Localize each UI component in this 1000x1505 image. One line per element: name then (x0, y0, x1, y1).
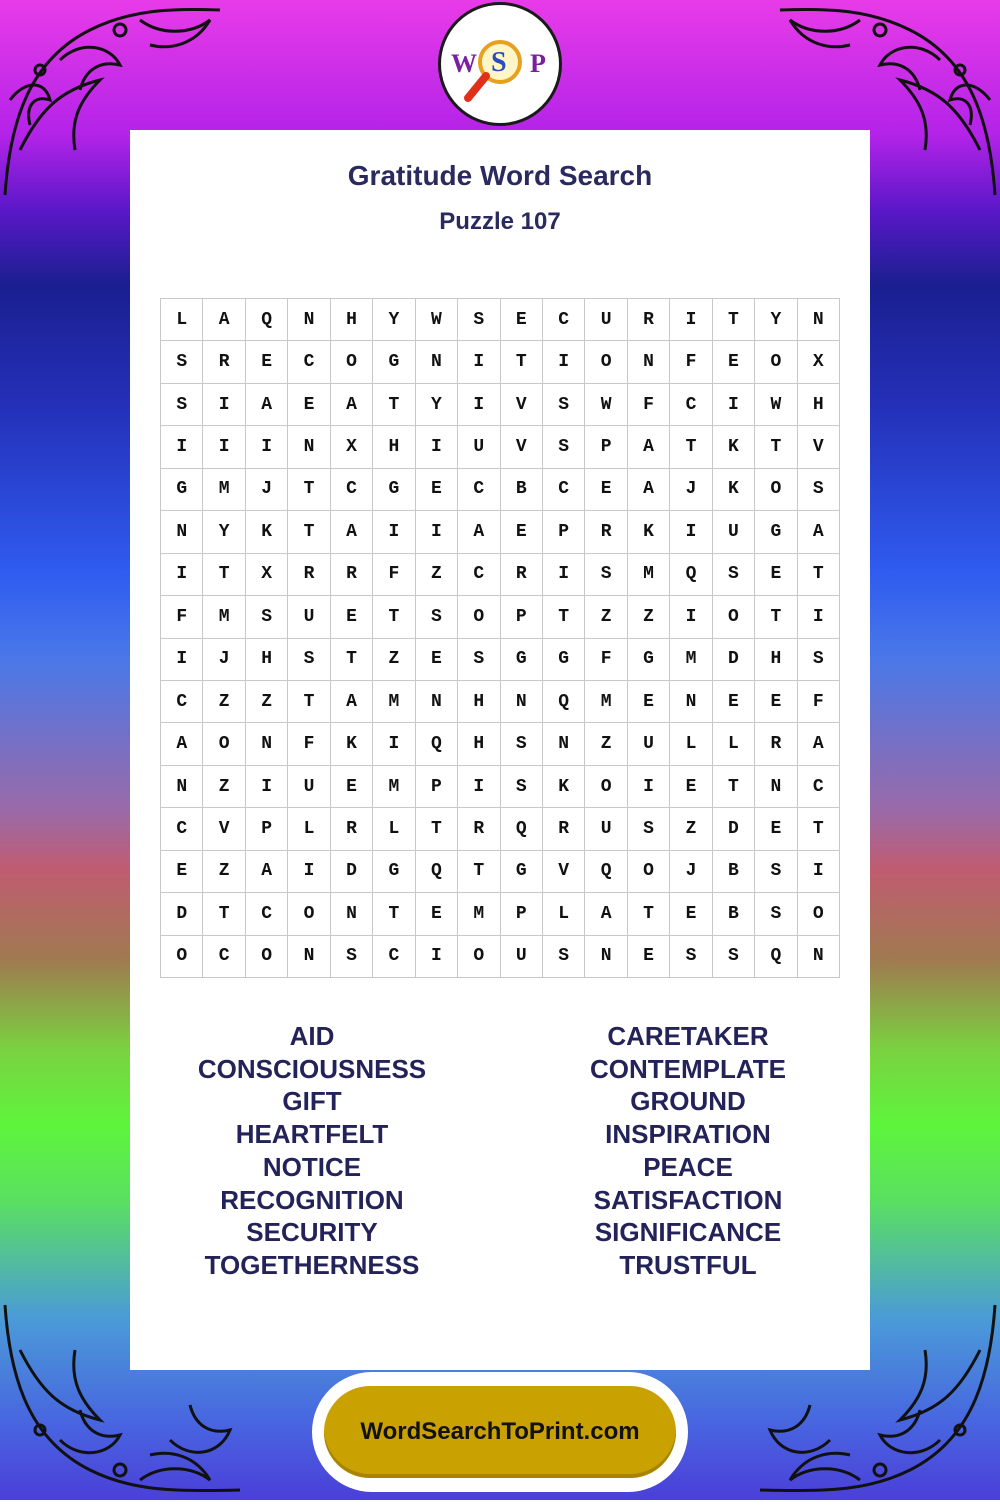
grid-cell[interactable]: M (585, 681, 627, 723)
grid-cell[interactable]: S (458, 639, 500, 681)
grid-cell[interactable]: C (458, 469, 500, 511)
grid-cell[interactable]: A (585, 893, 627, 935)
wsp-logo (438, 2, 562, 126)
grid-cell[interactable]: B (713, 893, 755, 935)
word-item: INSPIRATION (605, 1119, 771, 1150)
grid-cell[interactable]: Z (373, 639, 415, 681)
grid-cell[interactable]: O (798, 893, 840, 935)
grid-cell[interactable]: N (416, 341, 458, 383)
grid-cell[interactable]: T (458, 851, 500, 893)
grid-cell[interactable]: T (416, 808, 458, 850)
grid-cell[interactable]: U (713, 511, 755, 553)
grid-cell[interactable]: G (373, 851, 415, 893)
word-item: PEACE (643, 1151, 733, 1182)
grid-cell[interactable]: E (628, 681, 670, 723)
grid-cell[interactable]: N (798, 936, 840, 978)
grid-cell[interactable]: D (331, 851, 373, 893)
grid-cell[interactable]: J (670, 469, 712, 511)
logo-letter-w: W (451, 49, 477, 78)
grid-cell[interactable]: D (713, 639, 755, 681)
grid-cell[interactable]: S (458, 299, 500, 341)
word-item: GROUND (630, 1086, 746, 1117)
grid-cell[interactable]: Z (585, 596, 627, 638)
grid-cell[interactable]: L (288, 808, 330, 850)
grid-cell[interactable]: A (798, 723, 840, 765)
grid-cell[interactable]: N (288, 936, 330, 978)
grid-cell[interactable]: L (713, 723, 755, 765)
grid-cell[interactable]: O (203, 723, 245, 765)
grid-cell[interactable]: A (628, 426, 670, 468)
grid-cell[interactable]: S (416, 596, 458, 638)
grid-cell[interactable]: I (458, 341, 500, 383)
grid-cell[interactable]: S (161, 341, 203, 383)
grid-cell[interactable]: F (288, 723, 330, 765)
grid-cell[interactable]: Q (501, 808, 543, 850)
grid-cell[interactable]: N (628, 341, 670, 383)
grid-cell[interactable]: K (713, 469, 755, 511)
grid-cell[interactable]: P (246, 808, 288, 850)
grid-cell[interactable]: I (543, 554, 585, 596)
grid-cell[interactable]: O (458, 936, 500, 978)
grid-cell[interactable]: S (161, 384, 203, 426)
grid-cell[interactable]: F (161, 596, 203, 638)
grid-cell[interactable]: S (501, 723, 543, 765)
grid-cell[interactable]: Q (416, 723, 458, 765)
grid-cell[interactable]: E (288, 384, 330, 426)
grid-cell[interactable]: T (203, 893, 245, 935)
grid-cell[interactable]: Z (203, 681, 245, 723)
grid-cell[interactable]: U (288, 766, 330, 808)
grid-cell[interactable]: I (416, 426, 458, 468)
logo-letter-s: S (491, 47, 507, 78)
grid-cell[interactable]: K (543, 766, 585, 808)
grid-cell[interactable]: V (543, 851, 585, 893)
puzzle-number: Puzzle 107 (439, 208, 561, 235)
grid-cell[interactable]: H (458, 723, 500, 765)
grid-cell[interactable]: I (246, 766, 288, 808)
grid-cell[interactable]: A (246, 384, 288, 426)
grid-cell[interactable]: M (628, 554, 670, 596)
grid-cell[interactable]: T (628, 893, 670, 935)
grid-cell[interactable]: V (798, 426, 840, 468)
grid-cell[interactable]: S (543, 384, 585, 426)
grid-cell[interactable]: A (331, 384, 373, 426)
grid-cell[interactable]: Z (670, 808, 712, 850)
grid-cell[interactable]: M (373, 766, 415, 808)
grid-cell[interactable]: M (203, 469, 245, 511)
grid-cell[interactable]: G (501, 851, 543, 893)
grid-cell[interactable]: P (501, 893, 543, 935)
grid-cell[interactable]: I (203, 384, 245, 426)
grid-cell[interactable]: T (501, 341, 543, 383)
word-list-right (518, 1020, 858, 1282)
grid-cell[interactable]: A (798, 511, 840, 553)
grid-cell[interactable]: O (713, 596, 755, 638)
word-item: AID (289, 1021, 335, 1051)
grid-cell[interactable]: P (585, 426, 627, 468)
grid-cell[interactable]: T (755, 596, 797, 638)
grid-cell[interactable]: N (416, 681, 458, 723)
grid-cell[interactable]: T (543, 596, 585, 638)
grid-cell[interactable]: S (628, 808, 670, 850)
grid-cell[interactable]: T (288, 469, 330, 511)
grid-cell[interactable]: Q (670, 554, 712, 596)
word-list-left (142, 1020, 482, 1282)
grid-cell[interactable]: U (628, 723, 670, 765)
grid-cell[interactable]: S (543, 936, 585, 978)
grid-cell[interactable]: E (670, 766, 712, 808)
grid-cell[interactable]: I (203, 426, 245, 468)
grid-cell[interactable]: A (628, 469, 670, 511)
word-item: CONTEMPLATE (590, 1053, 786, 1084)
grid-cell[interactable]: I (713, 384, 755, 426)
grid-cell[interactable]: I (458, 384, 500, 426)
grid-cell[interactable]: I (798, 596, 840, 638)
grid-cell[interactable]: P (416, 766, 458, 808)
grid-cell[interactable]: V (203, 808, 245, 850)
grid-cell[interactable]: S (501, 766, 543, 808)
grid-cell[interactable]: I (670, 596, 712, 638)
grid-cell[interactable]: E (416, 469, 458, 511)
grid-cell[interactable]: I (416, 511, 458, 553)
grid-cell[interactable]: Z (628, 596, 670, 638)
grid-cell[interactable]: R (203, 341, 245, 383)
grid-cell[interactable]: O (585, 341, 627, 383)
grid-cell[interactable]: E (501, 511, 543, 553)
grid-cell[interactable]: E (416, 639, 458, 681)
grid-cell[interactable]: I (373, 511, 415, 553)
grid-cell[interactable]: T (670, 426, 712, 468)
grid-cell[interactable]: Q (416, 851, 458, 893)
grid-cell[interactable]: N (246, 723, 288, 765)
grid-cell[interactable]: S (713, 554, 755, 596)
grid-cell[interactable]: E (416, 893, 458, 935)
grid-cell[interactable]: T (288, 681, 330, 723)
grid-cell[interactable]: S (798, 469, 840, 511)
grid-cell[interactable]: E (670, 893, 712, 935)
grid-cell[interactable]: E (755, 554, 797, 596)
grid-cell[interactable]: E (713, 681, 755, 723)
grid-cell[interactable]: R (501, 554, 543, 596)
grid-cell[interactable]: A (331, 511, 373, 553)
grid-cell[interactable]: Z (203, 766, 245, 808)
word-item: SECURITY (246, 1217, 378, 1248)
grid-cell[interactable]: H (798, 384, 840, 426)
grid-cell[interactable]: Q (585, 851, 627, 893)
grid-cell[interactable]: E (331, 766, 373, 808)
grid-cell[interactable]: C (288, 341, 330, 383)
grid-cell[interactable]: A (331, 681, 373, 723)
grid-cell[interactable]: W (755, 384, 797, 426)
grid-cell[interactable]: C (458, 554, 500, 596)
grid-cell[interactable]: T (288, 511, 330, 553)
grid-cell[interactable]: Y (373, 299, 415, 341)
grid-cell[interactable]: O (288, 893, 330, 935)
grid-cell[interactable]: O (755, 341, 797, 383)
word-item: RECOGNITION (220, 1184, 404, 1215)
grid-cell[interactable]: N (585, 936, 627, 978)
grid-cell[interactable]: N (755, 766, 797, 808)
grid-cell[interactable]: F (798, 681, 840, 723)
grid-cell[interactable]: C (670, 384, 712, 426)
grid-cell[interactable]: L (543, 893, 585, 935)
word-item: CONSCIOUSNESS (197, 1053, 427, 1084)
grid-cell[interactable]: S (670, 936, 712, 978)
grid-cell[interactable]: E (501, 299, 543, 341)
grid-cell[interactable]: R (543, 808, 585, 850)
grid-cell[interactable]: T (713, 299, 755, 341)
grid-cell[interactable]: Z (246, 681, 288, 723)
grid-cell[interactable]: N (798, 299, 840, 341)
grid-cell[interactable]: E (246, 341, 288, 383)
grid-cell[interactable]: E (755, 808, 797, 850)
grid-cell[interactable]: G (755, 511, 797, 553)
grid-cell[interactable]: M (670, 639, 712, 681)
logo-letter-p: P (530, 49, 546, 78)
grid-cell[interactable]: I (373, 723, 415, 765)
grid-cell[interactable]: O (246, 936, 288, 978)
grid-cell[interactable]: C (161, 808, 203, 850)
grid-cell[interactable]: J (670, 851, 712, 893)
grid-cell[interactable]: O (458, 596, 500, 638)
grid-cell[interactable]: G (628, 639, 670, 681)
grid-cell[interactable]: F (373, 554, 415, 596)
grid-cell[interactable]: S (246, 596, 288, 638)
grid-cell[interactable]: C (373, 936, 415, 978)
grid-cell[interactable]: P (501, 596, 543, 638)
grid-cell[interactable]: B (501, 469, 543, 511)
grid-cell[interactable]: O (161, 936, 203, 978)
word-item: TOGETHERNESS (204, 1249, 420, 1280)
grid-cell[interactable]: S (713, 936, 755, 978)
grid-cell[interactable]: I (161, 639, 203, 681)
grid-cell[interactable]: O (755, 469, 797, 511)
grid-cell[interactable]: G (373, 469, 415, 511)
grid-cell[interactable]: C (543, 299, 585, 341)
grid-cell[interactable]: J (203, 639, 245, 681)
grid-cell[interactable]: K (628, 511, 670, 553)
word-item: TRUSTFUL (619, 1249, 757, 1280)
grid-cell[interactable]: D (713, 808, 755, 850)
word-item: SATISFACTION (593, 1184, 783, 1215)
grid-cell[interactable]: W (585, 384, 627, 426)
grid-cell[interactable]: I (288, 851, 330, 893)
word-item: SIGNIFICANCE (594, 1217, 782, 1248)
grid-cell[interactable]: N (501, 681, 543, 723)
grid-cell[interactable]: I (798, 851, 840, 893)
grid-cell[interactable]: N (670, 681, 712, 723)
grid-cell[interactable]: X (798, 341, 840, 383)
grid-cell[interactable]: Q (246, 299, 288, 341)
grid-cell[interactable]: U (585, 808, 627, 850)
grid-cell[interactable]: T (203, 554, 245, 596)
grid-cell[interactable]: I (670, 511, 712, 553)
grid-cell[interactable]: G (501, 639, 543, 681)
grid-cell[interactable]: E (161, 851, 203, 893)
grid-cell[interactable]: V (501, 384, 543, 426)
word-item: NOTICE (262, 1151, 362, 1182)
grid-cell[interactable]: S (755, 893, 797, 935)
grid-cell[interactable]: A (203, 299, 245, 341)
grid-cell[interactable]: T (713, 766, 755, 808)
grid-cell[interactable]: H (373, 426, 415, 468)
grid-cell[interactable]: E (755, 681, 797, 723)
grid-cell[interactable]: O (628, 851, 670, 893)
grid-cell[interactable]: S (331, 936, 373, 978)
grid-cell[interactable]: C (161, 681, 203, 723)
grid-cell[interactable]: U (585, 299, 627, 341)
grid-cell[interactable]: N (288, 299, 330, 341)
grid-cell[interactable]: W (416, 299, 458, 341)
site-link-button[interactable] (324, 1386, 676, 1478)
grid-cell[interactable]: X (246, 554, 288, 596)
word-item: CARETAKER (607, 1021, 769, 1051)
grid-cell[interactable]: N (161, 511, 203, 553)
grid-cell[interactable]: I (416, 936, 458, 978)
grid-cell[interactable]: V (501, 426, 543, 468)
grid-cell[interactable]: G (543, 639, 585, 681)
grid-cell[interactable]: Y (416, 384, 458, 426)
grid-cell[interactable]: C (798, 766, 840, 808)
grid-cell[interactable]: F (585, 639, 627, 681)
grid-cell[interactable]: H (331, 299, 373, 341)
grid-cell[interactable]: L (161, 299, 203, 341)
grid-cell[interactable]: Q (755, 936, 797, 978)
grid-cell[interactable]: S (798, 639, 840, 681)
grid-cell[interactable]: O (585, 766, 627, 808)
grid-cell[interactable]: S (585, 554, 627, 596)
grid-cell[interactable]: X (331, 426, 373, 468)
grid-cell[interactable]: G (373, 341, 415, 383)
page-title: Gratitude Word Search (347, 160, 653, 191)
grid-cell[interactable]: I (628, 766, 670, 808)
grid-cell[interactable]: J (246, 469, 288, 511)
grid-cell[interactable]: Z (416, 554, 458, 596)
grid-cell[interactable]: T (798, 808, 840, 850)
word-item: HEARTFELT (235, 1119, 389, 1150)
grid-cell[interactable]: N (331, 893, 373, 935)
grid-cell[interactable]: P (543, 511, 585, 553)
grid-cell[interactable]: Q (543, 681, 585, 723)
grid-cell[interactable]: T (331, 639, 373, 681)
grid-cell[interactable]: T (373, 384, 415, 426)
grid-cell[interactable]: K (713, 426, 755, 468)
grid-cell[interactable]: R (458, 808, 500, 850)
grid-cell[interactable]: R (331, 808, 373, 850)
letter-grid (160, 298, 840, 978)
grid-cell[interactable]: K (331, 723, 373, 765)
grid-cell[interactable]: S (288, 639, 330, 681)
grid-cell[interactable]: N (161, 766, 203, 808)
grid-cell[interactable]: A (246, 851, 288, 893)
grid-cell[interactable]: U (288, 596, 330, 638)
grid-cell[interactable]: Y (755, 299, 797, 341)
grid-cell[interactable]: H (458, 681, 500, 723)
grid-cell[interactable]: A (458, 511, 500, 553)
grid-cell[interactable]: E (628, 936, 670, 978)
grid-cell[interactable]: C (543, 469, 585, 511)
grid-cell[interactable]: B (713, 851, 755, 893)
site-url: WordSearchToPrint.com (360, 1418, 640, 1445)
grid-cell[interactable]: I (246, 426, 288, 468)
grid-cell[interactable]: R (755, 723, 797, 765)
grid-cell[interactable]: H (246, 639, 288, 681)
grid-cell[interactable]: L (670, 723, 712, 765)
grid-cell[interactable]: L (373, 808, 415, 850)
grid-cell[interactable]: S (543, 426, 585, 468)
grid-cell[interactable]: N (288, 426, 330, 468)
grid-cell[interactable]: E (331, 596, 373, 638)
grid-cell[interactable]: I (543, 341, 585, 383)
grid-cell[interactable]: F (670, 341, 712, 383)
grid-cell[interactable]: Z (203, 851, 245, 893)
grid-cell[interactable]: E (585, 469, 627, 511)
grid-cell[interactable]: T (798, 554, 840, 596)
grid-cell[interactable]: R (585, 511, 627, 553)
grid-cell[interactable]: T (373, 893, 415, 935)
grid-cell[interactable]: T (373, 596, 415, 638)
grid-cell[interactable]: M (458, 893, 500, 935)
grid-cell[interactable]: I (458, 766, 500, 808)
grid-cell[interactable]: D (161, 893, 203, 935)
grid-cell[interactable]: C (246, 893, 288, 935)
word-item: GIFT (282, 1086, 342, 1117)
grid-cell[interactable]: K (246, 511, 288, 553)
grid-cell[interactable]: O (331, 341, 373, 383)
grid-cell[interactable]: R (628, 299, 670, 341)
grid-cell[interactable]: R (331, 554, 373, 596)
grid-cell[interactable]: G (161, 469, 203, 511)
grid-cell[interactable]: I (161, 426, 203, 468)
grid-cell[interactable]: U (501, 936, 543, 978)
grid-cell[interactable]: Y (203, 511, 245, 553)
grid-cell[interactable]: H (755, 639, 797, 681)
grid-cell[interactable]: U (458, 426, 500, 468)
grid-cell[interactable]: C (203, 936, 245, 978)
grid-cell[interactable]: Z (585, 723, 627, 765)
grid-cell[interactable]: I (670, 299, 712, 341)
grid-cell[interactable]: E (713, 341, 755, 383)
grid-cell[interactable]: C (331, 469, 373, 511)
grid-cell[interactable]: N (543, 723, 585, 765)
grid-cell[interactable]: M (203, 596, 245, 638)
grid-cell[interactable]: A (161, 723, 203, 765)
grid-cell[interactable]: I (161, 554, 203, 596)
grid-cell[interactable]: M (373, 681, 415, 723)
grid-cell[interactable]: S (755, 851, 797, 893)
grid-cell[interactable]: R (288, 554, 330, 596)
grid-cell[interactable]: F (628, 384, 670, 426)
grid-cell[interactable]: T (755, 426, 797, 468)
